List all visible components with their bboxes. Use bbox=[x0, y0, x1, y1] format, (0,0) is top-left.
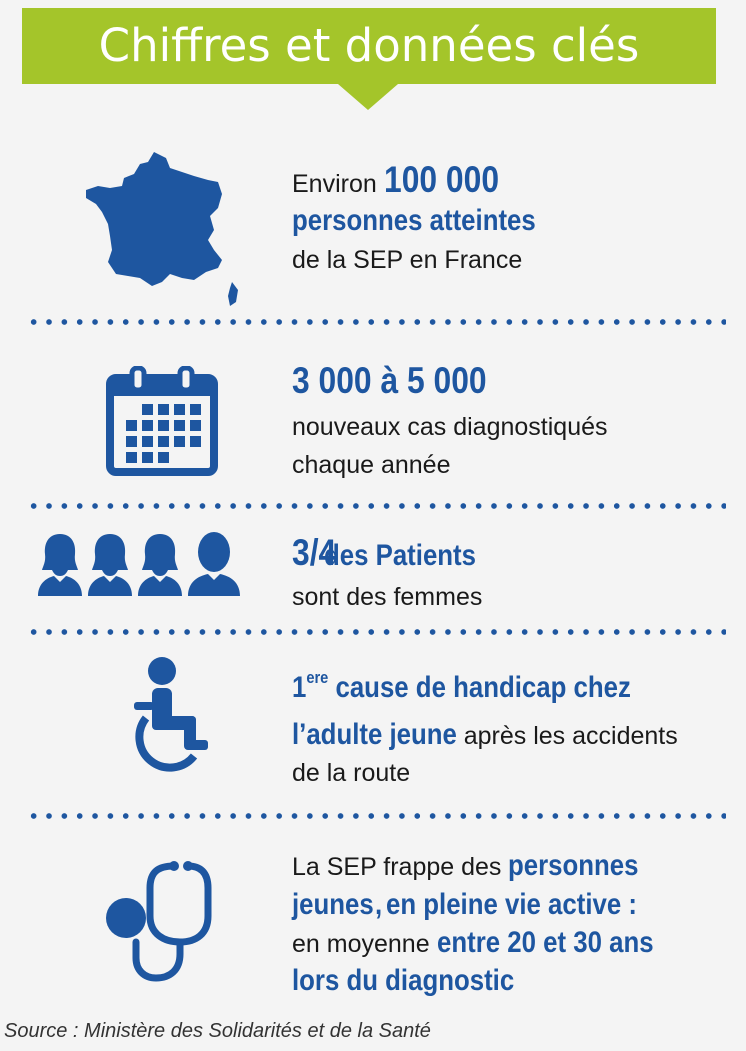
fact-highlight: jeunes bbox=[292, 888, 374, 921]
wheelchair-icon bbox=[130, 656, 214, 774]
fact-population bbox=[292, 158, 575, 279]
fact-prefix: La SEP frappe des bbox=[292, 853, 502, 881]
fact-line: en moyenne bbox=[292, 930, 430, 958]
fact-rank: 1ere cause de handicap chez bbox=[292, 668, 631, 704]
fact-highlight: des Patients bbox=[324, 539, 477, 572]
fact-line: après les accidents bbox=[463, 722, 678, 750]
dotted-divider bbox=[26, 628, 726, 636]
source-note: Source : Ministère des Solidarités et de la Santé bbox=[4, 1020, 431, 1042]
stethoscope-icon bbox=[104, 858, 220, 984]
fact-handicap bbox=[292, 658, 686, 792]
banner-pointer bbox=[338, 84, 398, 110]
fact-line: de la SEP en France bbox=[292, 246, 523, 274]
header-banner bbox=[22, 8, 716, 84]
fact-highlight: entre 20 et 30 ans bbox=[436, 926, 654, 959]
fact-highlight: en pleine vie active : bbox=[386, 888, 638, 921]
fact-new-cases bbox=[292, 358, 608, 484]
women-group-icon bbox=[36, 530, 246, 596]
fact-line: de la route bbox=[292, 759, 411, 787]
fact-prefix: Environ bbox=[292, 170, 377, 198]
fact-line: sont des femmes bbox=[292, 583, 483, 611]
fact-highlight: personnes atteintes bbox=[292, 204, 536, 237]
fact-women bbox=[292, 532, 501, 616]
fact-punct: , bbox=[375, 888, 383, 921]
dotted-divider bbox=[26, 502, 726, 510]
dotted-divider bbox=[26, 812, 726, 820]
page-title: Chiffres et données clés bbox=[98, 19, 640, 72]
calendar-icon bbox=[106, 366, 218, 476]
fact-line: chaque année bbox=[292, 451, 451, 479]
fact-fraction: 3/4 bbox=[292, 532, 337, 573]
fact-number: 3 000 à 5 000 bbox=[292, 360, 487, 401]
france-map-icon bbox=[82, 150, 242, 310]
fact-number: 100 000 bbox=[383, 159, 499, 200]
fact-line: nouveaux cas diagnostiqués bbox=[292, 413, 608, 441]
dotted-divider bbox=[26, 318, 726, 326]
fact-highlight: l’adulte jeune bbox=[292, 718, 457, 751]
fact-highlight: personnes bbox=[508, 849, 639, 882]
fact-highlight: lors du diagnostic bbox=[292, 964, 515, 997]
fact-young bbox=[292, 846, 688, 1000]
